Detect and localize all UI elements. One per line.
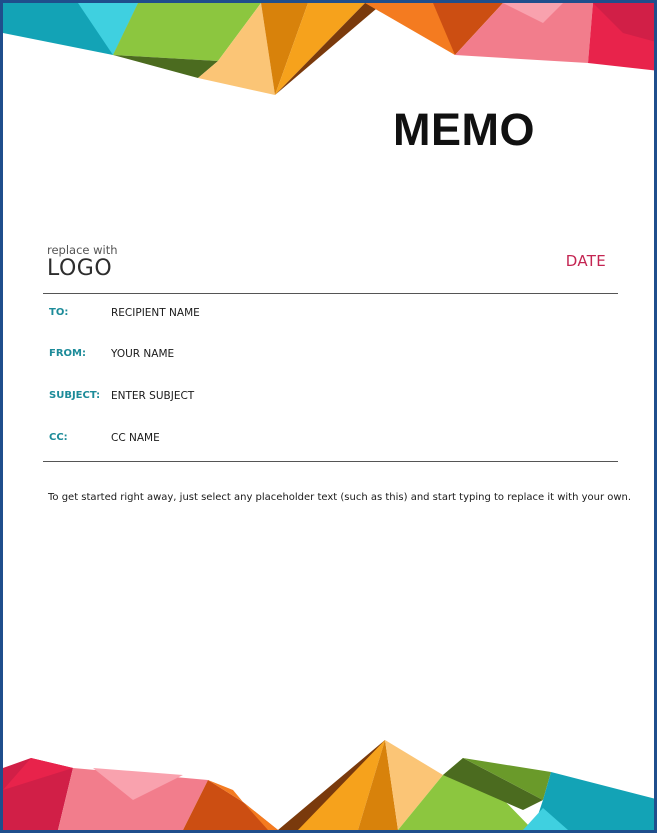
logo-big-text: LOGO xyxy=(47,255,113,281)
your-name-field[interactable]: YOUR NAME xyxy=(111,348,175,360)
to-row xyxy=(49,305,609,321)
from-label: FROM: xyxy=(49,348,86,359)
subject-field[interactable]: ENTER SUBJECT xyxy=(111,390,195,402)
fields-divider xyxy=(43,461,618,462)
subject-row xyxy=(49,388,609,404)
recipient-name-field[interactable]: RECIPIENT NAME xyxy=(111,307,200,319)
cc-label: CC: xyxy=(49,432,68,443)
logo-small-text: replace with xyxy=(47,243,118,257)
cc-name-field[interactable]: CC NAME xyxy=(111,432,160,444)
bottom-decorative-banner xyxy=(3,730,657,830)
from-row xyxy=(49,346,609,362)
date-field[interactable]: DATE xyxy=(565,252,606,270)
header-divider xyxy=(43,293,618,294)
subject-label: SUBJECT: xyxy=(49,390,101,401)
memo-title[interactable]: MEMO xyxy=(393,104,535,155)
to-label: TO: xyxy=(49,307,69,318)
cc-row xyxy=(49,430,609,446)
logo-placeholder[interactable] xyxy=(47,245,118,280)
body-text[interactable]: To get started right away, just select any placeholder text (such as this) and start typing to replace it with your own. xyxy=(48,492,632,503)
top-decorative-banner xyxy=(3,3,657,113)
